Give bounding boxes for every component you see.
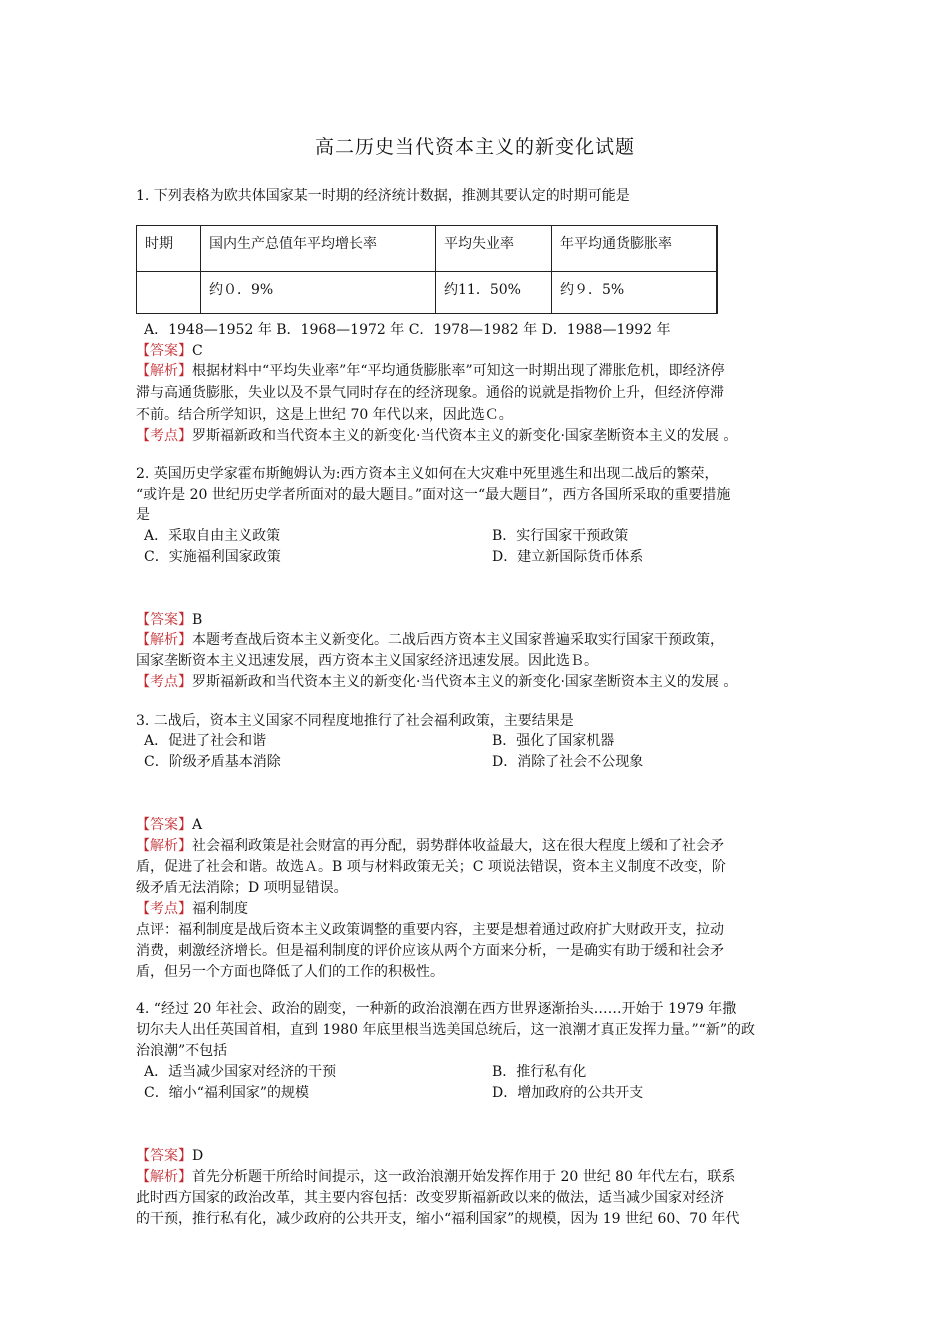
table-row <box>137 272 718 314</box>
table-cell: 约９．5% <box>552 272 718 314</box>
point-text: 福利制度 <box>192 901 248 917</box>
q1-stem: 1. 下列表格为欧共体国家某一时期的经济统计数据，推测其要认定的时期可能是 <box>136 188 630 204</box>
q4-answer <box>136 1146 203 1166</box>
q2-analysis-line: 国家垄断资本主义迅速发展，西方资本主义国家经济迅速发展。因此选Ｂ。 <box>136 653 598 669</box>
q3-comment-line: 盾，但另一个方面也降低了人们的工作的积极性。 <box>136 964 444 980</box>
stats-table <box>136 225 718 314</box>
q3-option-d: D．消除了社会不公现象 <box>492 754 644 770</box>
q2-option-b: B．实行国家干预政策 <box>492 528 629 544</box>
table-cell: 约11．50% <box>436 272 552 314</box>
table-header-cell: 时期 <box>137 226 201 272</box>
analysis-label: 【解析】 <box>136 838 192 854</box>
q2-stem-line: 2. 英国历史学家霍布斯鲍姆认为:西方资本主义如何在大灾难中死里逃生和出现二战后的繁荣， <box>136 466 719 482</box>
point-label: 【考点】 <box>136 901 192 917</box>
q3-analysis-line: 级矛盾无法消除；D 项明显错误。 <box>136 880 348 896</box>
answer-value: C <box>192 343 203 359</box>
q4-stem-line: 治浪潮”不包括 <box>136 1043 228 1059</box>
q4-option-d: D．增加政府的公共开支 <box>492 1085 644 1101</box>
point-label: 【考点】 <box>136 428 192 444</box>
point-label: 【考点】 <box>136 674 192 690</box>
answer-label: 【答案】 <box>136 612 192 628</box>
q1-analysis-line: 滞与高通货膨胀，失业以及不景气同时存在的经济现象。通俗的说就是指物价上升，但经济停滞 <box>136 385 724 401</box>
q3-analysis-line <box>136 836 724 856</box>
analysis-label: 【解析】 <box>136 632 192 648</box>
q4-option-c: C．缩小“福利国家”的规模 <box>144 1085 310 1101</box>
point-text: 罗斯福新政和当代资本主义的新变化·当代资本主义的新变化·国家垄断资本主义的发展 。 <box>192 428 738 444</box>
q4-option-b: B．推行私有化 <box>492 1064 587 1080</box>
q2-answer <box>136 610 202 630</box>
q4-analysis-line: 此时西方国家的政治改革，其主要内容包括：改变罗斯福新政以来的做法，适当减少国家对经济 <box>136 1190 724 1206</box>
q2-analysis-line <box>136 630 724 650</box>
q1-analysis-line: 不前。结合所学知识，这是上世纪 70 年代以来，因此选Ｃ。 <box>136 407 513 423</box>
analysis-text: 社会福利政策是社会财富的再分配，弱势群体收益最大，这在很大程度上缓和了社会矛 <box>192 838 724 854</box>
q2-option-a: A．采取自由主义政策 <box>144 528 281 544</box>
table-row <box>137 226 718 272</box>
q1-answer <box>136 341 203 361</box>
q1-analysis-line <box>136 361 725 381</box>
analysis-label: 【解析】 <box>136 363 192 379</box>
table-cell <box>137 272 201 314</box>
q4-stem-line: 切尔夫人出任英国首相，直到 1980 年底里根当选美国总统后，这一浪潮才真正发挥力量。”“新”的政 <box>136 1022 755 1038</box>
analysis-text: 本题考查战后资本主义新变化。二战后西方资本主义国家普遍采取实行国家干预政策， <box>192 632 724 648</box>
answer-label: 【答案】 <box>136 1148 192 1164</box>
q3-point <box>136 899 248 919</box>
answer-value: B <box>192 612 203 628</box>
q2-stem-line: “或许是 20 世纪历史学者所面对的最大题目。”面对这一“最大题目”，西方各国所采取的重要措施 <box>136 487 731 503</box>
page-title: 高二历史当代资本主义的新变化试题 <box>314 136 635 158</box>
analysis-text: 首先分析题干所给时间提示，这一政治浪潮开始发挥作用于 20 世纪 80 年代左右，联系 <box>192 1169 736 1185</box>
q3-comment-line: 点评：福利制度是战后资本主义政策调整的重要内容，主要是想着通过政府扩大财政开支，拉动 <box>136 922 724 938</box>
analysis-label: 【解析】 <box>136 1169 192 1185</box>
answer-value: A <box>192 817 203 833</box>
answer-label: 【答案】 <box>136 817 192 833</box>
analysis-text: 根据材料中“平均失业率”年“平均通货膨胀率”可知这一时期出现了滞胀危机，即经济停 <box>192 363 725 379</box>
q3-option-c: C．阶级矛盾基本消除 <box>144 754 281 770</box>
table-cell: 约０．9% <box>201 272 436 314</box>
answer-label: 【答案】 <box>136 343 192 359</box>
q1-point <box>136 426 737 446</box>
answer-value: D <box>192 1148 204 1164</box>
q3-answer <box>136 815 202 835</box>
table-header-cell: 平均失业率 <box>436 226 552 272</box>
table-header-cell: 年平均通货膨胀率 <box>552 226 718 272</box>
q3-comment-line: 消费，刺激经济增长。但是福利制度的评价应该从两个方面来分析，一是确实有助于缓和社会矛 <box>136 943 724 959</box>
q3-analysis-line: 盾，促进了社会和谐。故选Ａ。B 项与材料政策无关；C 项说法错误，资本主义制度不改变，阶 <box>136 859 726 875</box>
point-text: 罗斯福新政和当代资本主义的新变化·当代资本主义的新变化·国家垄断资本主义的发展 。 <box>192 674 738 690</box>
q3-stem: 3. 二战后，资本主义国家不同程度地推行了社会福利政策，主要结果是 <box>136 713 574 729</box>
q4-analysis-line <box>136 1167 735 1187</box>
q1-options: A．1948—1952 年 B．1968—1972 年 C．1978—1982 年 D．1988—1992 年 <box>144 322 671 338</box>
q2-option-c: C．实施福利国家政策 <box>144 549 281 565</box>
q3-option-b: B．强化了国家机器 <box>492 733 615 749</box>
q4-stem-line: 4. “经过 20 年社会、政治的剧变，一种新的政治浪潮在西方世界逐渐抬头……开始于 1979 年撒 <box>136 1001 737 1017</box>
q2-point <box>136 672 737 692</box>
q4-analysis-line: 的干预，推行私有化，减少政府的公共开支，缩小“福利国家”的规模，因为 19 世纪 60、70 年代 <box>136 1211 740 1227</box>
q2-stem-line: 是 <box>136 507 150 523</box>
q2-option-d: D．建立新国际货币体系 <box>492 549 644 565</box>
q3-option-a: A．促进了社会和谐 <box>144 733 267 749</box>
table-header-cell: 国内生产总值年平均增长率 <box>201 226 436 272</box>
q4-option-a: A．适当减少国家对经济的干预 <box>144 1064 337 1080</box>
